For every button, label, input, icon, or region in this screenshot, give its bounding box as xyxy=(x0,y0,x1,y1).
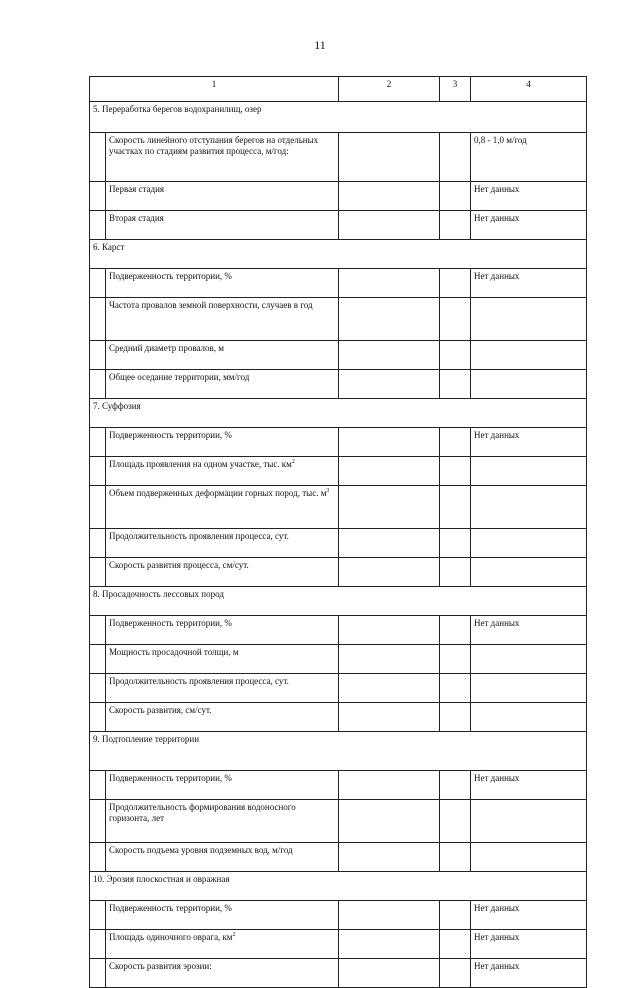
parameter-label xyxy=(106,529,339,558)
parameter-label xyxy=(106,211,339,240)
table-row xyxy=(90,269,587,298)
parameter-label-text: Частота провалов земной поверхности, случаев в год xyxy=(109,300,313,310)
parameter-label xyxy=(106,428,339,457)
table-row xyxy=(90,370,587,399)
empty-cell-col2 xyxy=(339,133,440,182)
header-cell-3: 3 xyxy=(440,77,471,102)
empty-cell-col3 xyxy=(440,428,471,457)
value-cell xyxy=(471,558,587,587)
table-row xyxy=(90,298,587,341)
indent-cell xyxy=(90,674,106,703)
parameter-label-text: Подверженность территории, % xyxy=(109,773,232,783)
parameter-label xyxy=(106,616,339,645)
empty-cell-col2 xyxy=(339,529,440,558)
table-row xyxy=(90,529,587,558)
empty-cell-col2 xyxy=(339,428,440,457)
empty-cell-col3 xyxy=(440,133,471,182)
empty-cell-col2 xyxy=(339,211,440,240)
table-row xyxy=(90,428,587,457)
empty-cell-col3 xyxy=(440,211,471,240)
header-row xyxy=(90,77,587,102)
empty-cell-col3 xyxy=(440,800,471,843)
value-cell xyxy=(471,457,587,486)
empty-cell-col2 xyxy=(339,370,440,399)
indent-cell xyxy=(90,370,106,399)
parameter-label-text: Вторая стадия xyxy=(109,213,164,223)
value-cell xyxy=(471,843,587,872)
section-title: 5. Переработка берегов водохранилищ, озер xyxy=(90,102,587,133)
indent-cell xyxy=(90,211,106,240)
parameter-label xyxy=(106,486,339,529)
empty-cell-col2 xyxy=(339,800,440,843)
parameter-label xyxy=(106,843,339,872)
header-cell-1: 1 xyxy=(90,77,339,102)
value-cell xyxy=(471,486,587,529)
parameter-label xyxy=(106,645,339,674)
empty-cell-col3 xyxy=(440,645,471,674)
parameter-label-text: Средний диаметр провалов, м xyxy=(109,343,224,353)
value-cell xyxy=(471,529,587,558)
value-cell xyxy=(471,645,587,674)
empty-cell-col3 xyxy=(440,703,471,732)
empty-cell-col3 xyxy=(440,529,471,558)
parameter-label xyxy=(106,457,339,486)
parameter-label xyxy=(106,703,339,732)
parameter-label-text: Продолжительность проявления процесса, сут. xyxy=(109,531,289,541)
section-title: 6. Карст xyxy=(90,240,587,269)
parameter-label-text: Подверженность территории, % xyxy=(109,618,232,628)
table-body xyxy=(90,77,587,988)
value-cell: 0,8 - 1,0 м/год xyxy=(471,133,587,182)
indent-cell xyxy=(90,703,106,732)
value-cell xyxy=(471,298,587,341)
indent-cell xyxy=(90,341,106,370)
parameter-label-text: Подверженность территории, % xyxy=(109,271,232,281)
value-cell: Нет данных xyxy=(471,182,587,211)
empty-cell-col3 xyxy=(440,771,471,800)
empty-cell-col2 xyxy=(339,298,440,341)
empty-cell-col3 xyxy=(440,269,471,298)
page-number: 11 xyxy=(314,38,326,52)
empty-cell-col3 xyxy=(440,457,471,486)
indent-cell xyxy=(90,616,106,645)
indent-cell xyxy=(90,428,106,457)
parameter-label xyxy=(106,959,339,988)
indent-cell xyxy=(90,457,106,486)
table-row xyxy=(90,930,587,959)
table-row xyxy=(90,457,587,486)
section-row xyxy=(90,102,587,133)
indent-cell xyxy=(90,959,106,988)
indent-cell xyxy=(90,182,106,211)
indent-cell xyxy=(90,645,106,674)
section-row xyxy=(90,240,587,269)
value-cell: Нет данных xyxy=(471,428,587,457)
empty-cell-col2 xyxy=(339,771,440,800)
empty-cell-col3 xyxy=(440,341,471,370)
value-cell xyxy=(471,341,587,370)
value-cell: Нет данных xyxy=(471,269,587,298)
table-row xyxy=(90,645,587,674)
table-row xyxy=(90,800,587,843)
header-cell-4: 4 xyxy=(471,77,587,102)
parameter-label xyxy=(106,269,339,298)
parameter-label-text: Площадь проявления на одном участке, тыс. км xyxy=(109,459,292,469)
empty-cell-col3 xyxy=(440,182,471,211)
unit-superscript: 2 xyxy=(232,932,236,938)
value-cell: Нет данных xyxy=(471,616,587,645)
table-row xyxy=(90,674,587,703)
table-row xyxy=(90,486,587,529)
section-title: 9. Подтопление территории xyxy=(90,732,587,771)
parameter-label-text: Продолжительность проявления процесса, сут. xyxy=(109,676,289,686)
empty-cell-col3 xyxy=(440,616,471,645)
empty-cell-col3 xyxy=(440,558,471,587)
parameter-label xyxy=(106,298,339,341)
parameter-label-text: Скорость линейного отступания берегов на отдельных участках по стадиям развития процесса, м/год: xyxy=(109,135,319,157)
empty-cell-col2 xyxy=(339,843,440,872)
value-cell xyxy=(471,800,587,843)
indent-cell xyxy=(90,930,106,959)
indent-cell xyxy=(90,298,106,341)
section-title: 8. Просадочность лессовых пород xyxy=(90,587,587,616)
value-cell xyxy=(471,370,587,399)
section-title: 10. Эрозия плоскостная и овражная xyxy=(90,872,587,901)
indent-cell xyxy=(90,486,106,529)
empty-cell-col3 xyxy=(440,930,471,959)
section-row xyxy=(90,587,587,616)
table-row xyxy=(90,703,587,732)
indent-cell xyxy=(90,269,106,298)
parameter-label xyxy=(106,800,339,843)
header-cell-2: 2 xyxy=(339,77,440,102)
value-cell xyxy=(471,674,587,703)
indent-cell xyxy=(90,800,106,843)
parameter-label-text: Скорость развития эрозии: xyxy=(109,961,212,971)
value-cell: Нет данных xyxy=(471,771,587,800)
empty-cell-col3 xyxy=(440,486,471,529)
empty-cell-col2 xyxy=(339,457,440,486)
parameter-label-text: Первая стадия xyxy=(109,184,165,194)
parameter-label xyxy=(106,370,339,399)
empty-cell-col2 xyxy=(339,182,440,211)
empty-cell-col2 xyxy=(339,703,440,732)
empty-cell-col3 xyxy=(440,843,471,872)
value-cell xyxy=(471,703,587,732)
parameter-label xyxy=(106,182,339,211)
parameter-label-text: Продолжительность формирования водоносного горизонта, лет xyxy=(109,802,296,824)
empty-cell-col2 xyxy=(339,486,440,529)
empty-cell-col3 xyxy=(440,674,471,703)
empty-cell-col2 xyxy=(339,558,440,587)
empty-cell-col2 xyxy=(339,930,440,959)
value-cell: Нет данных xyxy=(471,930,587,959)
table-row xyxy=(90,182,587,211)
section-row xyxy=(90,399,587,428)
parameter-label-text: Подверженность территории, % xyxy=(109,430,232,440)
value-cell: Нет данных xyxy=(471,959,587,988)
parameter-label-text: Скорость развития процесса, см/сут. xyxy=(109,560,249,570)
parameter-label-text: Скорость развития, см/сут. xyxy=(109,705,212,715)
indent-cell xyxy=(90,529,106,558)
empty-cell-col3 xyxy=(440,298,471,341)
parameter-label-text: Объем подверженных деформации горных пород, тыс. м xyxy=(109,488,327,498)
parameter-label xyxy=(106,674,339,703)
parameter-label-text: Площадь одиночного оврага, км xyxy=(109,932,233,942)
indent-cell xyxy=(90,843,106,872)
empty-cell-col2 xyxy=(339,645,440,674)
empty-cell-col2 xyxy=(339,269,440,298)
table-row xyxy=(90,616,587,645)
parameter-label xyxy=(106,558,339,587)
parameter-label xyxy=(106,771,339,800)
hazard-parameters-table xyxy=(89,76,587,988)
table-row xyxy=(90,133,587,182)
parameter-label-text: Подверженность территории, % xyxy=(109,903,232,913)
unit-superscript: 3 xyxy=(326,488,330,494)
indent-cell xyxy=(90,558,106,587)
parameter-label-text: Скорость подъема уровня подземных вод, м/год xyxy=(109,845,293,855)
table-row xyxy=(90,959,587,988)
empty-cell-col2 xyxy=(339,616,440,645)
indent-cell xyxy=(90,771,106,800)
parameter-label-text: Мощность просадочной толщи, м xyxy=(109,647,239,657)
empty-cell-col2 xyxy=(339,341,440,370)
empty-cell-col2 xyxy=(339,959,440,988)
section-row xyxy=(90,732,587,771)
empty-cell-col2 xyxy=(339,674,440,703)
empty-cell-col3 xyxy=(440,959,471,988)
table-row xyxy=(90,211,587,240)
empty-cell-col3 xyxy=(440,370,471,399)
parameter-label xyxy=(106,930,339,959)
indent-cell xyxy=(90,133,106,182)
table-row xyxy=(90,558,587,587)
section-row xyxy=(90,872,587,901)
parameter-label-text: Общее оседание территории, мм/год xyxy=(109,372,250,382)
value-cell: Нет данных xyxy=(471,211,587,240)
value-cell: Нет данных xyxy=(471,901,587,930)
table-row xyxy=(90,843,587,872)
table-row xyxy=(90,771,587,800)
parameter-label xyxy=(106,341,339,370)
table-row xyxy=(90,341,587,370)
section-title: 7. Суффозия xyxy=(90,399,587,428)
unit-superscript: 2 xyxy=(291,459,295,465)
parameter-label xyxy=(106,133,339,182)
